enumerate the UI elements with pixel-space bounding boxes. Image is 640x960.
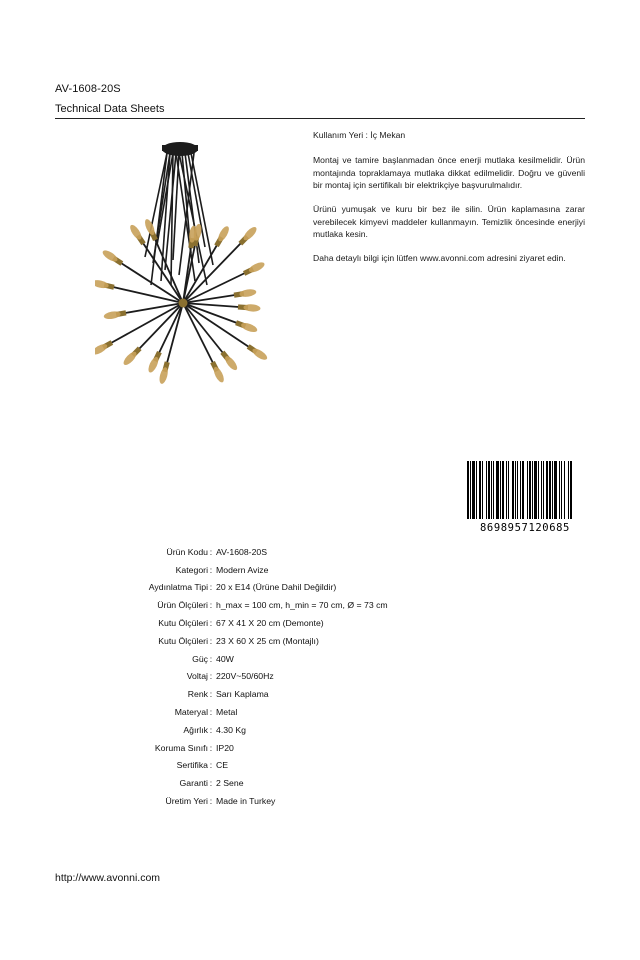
spec-label: Ağırlık [183, 724, 208, 735]
barcode-bar [502, 461, 504, 519]
spec-label: Üretim Yeri [165, 796, 208, 807]
spec-value: CE [216, 760, 229, 771]
barcode-bar [479, 461, 481, 519]
spec-label: Kutu Ölçüleri [158, 618, 208, 629]
website-note: Daha detaylı bilgi için lütfen www.avonni.com adresini ziyaret edin. [313, 252, 566, 263]
barcode-bar [543, 461, 544, 519]
spec-separator: : [209, 582, 213, 593]
barcode-bar [527, 461, 528, 519]
spec-separator: : [209, 671, 213, 682]
spec-row [100, 739, 480, 757]
barcode-bar [486, 461, 487, 519]
barcode-bar [515, 461, 516, 519]
spec-value: 4.30 Kg [216, 724, 246, 735]
spec-row [100, 543, 480, 561]
spec-row [100, 774, 480, 792]
barcode-bar [472, 461, 475, 519]
product-info [313, 129, 585, 276]
barcode-bar [546, 461, 548, 519]
spec-value: IP20 [216, 742, 234, 753]
hub [179, 299, 188, 308]
spec-value: 20 x E14 (Ürüne Dahil Değildir) [216, 582, 337, 593]
barcode-bar [500, 461, 501, 519]
barcode-bar [568, 461, 569, 519]
barcode-bar [496, 461, 499, 519]
spec-separator: : [209, 760, 213, 771]
spec-label: Voltaj [186, 671, 208, 682]
spec-label: Materyal [174, 707, 208, 718]
spec-row [100, 668, 480, 686]
barcode-number: 8698957120685 [480, 522, 570, 533]
spec-row [100, 792, 480, 810]
installation-warning: Montaj ve tamire başlanmadan önce enerji mutlaka kesilmelidir. Ürün montajında topraklamaya mutlaka dikkat edilmelidir. Doğru ve güvenli bir montaj için sertifikalı bir elektrikçiye başvurulmalıdır. [313, 155, 585, 191]
spec-label: Koruma Sınıfı [154, 742, 208, 753]
spec-value: Sarı Kaplama [216, 689, 269, 700]
spec-value: 2 Sene [216, 778, 244, 789]
barcode-bar [467, 461, 469, 519]
spec-row [100, 596, 480, 614]
header-divider [55, 118, 585, 119]
spec-row [100, 703, 480, 721]
spec-label: Kutu Ölçüleri [158, 635, 208, 646]
bulb [122, 350, 139, 367]
spec-value: Modern Avize [216, 564, 269, 575]
spec-label: Kategori [175, 564, 208, 575]
spec-separator: : [209, 742, 213, 753]
spec-row [100, 721, 480, 739]
barcode-bar [538, 461, 539, 519]
document-subtitle: Technical Data Sheets [55, 103, 165, 115]
barcode-bar [491, 461, 492, 519]
spec-separator: : [209, 689, 213, 700]
barcode-bar [508, 461, 509, 519]
barcode-bar [470, 461, 471, 519]
cleaning-instructions: Ürünü yumuşak ve kuru bir bez ile silin. Ürün kaplamasına zarar verebilecek kimyevi maddeler kullanmayın. Temizlik öncesinde enerjiyi mutlaka kesin. [313, 204, 585, 239]
spec-label: Ürün Ölçüleri [157, 600, 208, 611]
spec-separator: : [209, 724, 213, 735]
spec-row [100, 561, 480, 579]
barcode-bar [493, 461, 494, 519]
lamp-arm [113, 287, 183, 303]
spec-value: 23 X 60 X 25 cm (Montajlı) [216, 635, 319, 646]
bulb [242, 225, 259, 242]
barcode-bar [529, 461, 531, 519]
spec-row [100, 579, 480, 597]
spec-row [100, 632, 480, 650]
spec-label: Renk [187, 689, 208, 700]
spec-label: Ürün Kodu [166, 546, 208, 557]
barcode-bar [541, 461, 542, 519]
spec-value: 40W [216, 653, 234, 664]
spec-value: AV-1608-20S [216, 546, 268, 557]
barcode-bar [512, 461, 514, 519]
spec-row [100, 685, 480, 703]
spec-separator: : [209, 707, 213, 718]
spec-label: Sertifika [176, 760, 208, 771]
barcode-bar [532, 461, 533, 519]
chandelier-icon [95, 135, 275, 385]
website-link[interactable]: http://www.avonni.com [55, 872, 161, 884]
barcode-bar [534, 461, 537, 519]
spec-separator: : [209, 546, 213, 557]
barcode-bar [506, 461, 507, 519]
spec-row [100, 757, 480, 775]
spec-separator: : [209, 796, 213, 807]
spec-value: 220V~50/60Hz [216, 671, 274, 682]
spec-separator: : [209, 653, 213, 664]
barcode-bar [549, 461, 551, 519]
spec-value: 67 X 41 X 20 cm (Demonte) [216, 618, 324, 629]
spec-row [100, 614, 480, 632]
barcode-bar [564, 461, 565, 519]
spec-table [100, 543, 480, 810]
spec-separator: : [209, 778, 213, 789]
product-code-title: AV-1608-20S [55, 83, 121, 95]
spec-value: Made in Turkey [216, 796, 276, 807]
canopy-base [162, 145, 198, 151]
spec-value: h_max = 100 cm, h_min = 70 cm, Ø = 73 cm [216, 600, 388, 611]
barcode-bar [561, 461, 562, 519]
spec-label: Garanti [179, 778, 208, 789]
barcode-bar [476, 461, 477, 519]
spec-row [100, 650, 480, 668]
barcode-bar [488, 461, 490, 519]
barcode-bar [482, 461, 483, 519]
usage-location: Kullanım Yeri : İç Mekan [313, 130, 406, 140]
suspension-rod [171, 153, 173, 285]
barcode-bar [554, 461, 557, 519]
barcode-bar [570, 461, 572, 519]
barcode [464, 461, 586, 533]
barcode-bar [559, 461, 560, 519]
barcode-bar [552, 461, 553, 519]
barcode-bar [522, 461, 524, 519]
spec-separator: : [209, 564, 213, 575]
barcode-bar [520, 461, 521, 519]
spec-label: Güç [192, 653, 208, 664]
spec-separator: : [209, 618, 213, 629]
spec-label: Aydınlatma Tipi [148, 582, 208, 593]
barcode-bar [517, 461, 518, 519]
spec-separator: : [209, 600, 213, 611]
spec-separator: : [209, 635, 213, 646]
spec-value: Metal [216, 707, 238, 718]
